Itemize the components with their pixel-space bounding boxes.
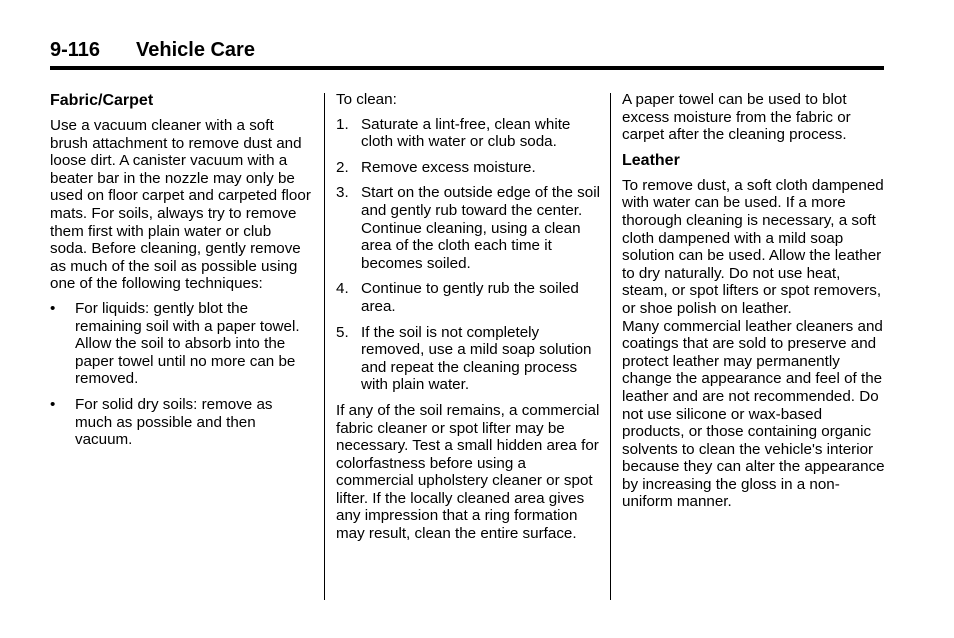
list-item <box>50 300 312 388</box>
leather-cleaners-paragraph: Many commercial leather cleaners and coatings that are sold to preserve and protect leather may permanently change the appearance and feel of the leather and are not recommended. Do not use silicone or wax-based products, or those containing organic solvents to clean the vehicle's interior because they can alter the appearance by increasing the gloss in a non-uniform manner. <box>622 317 885 511</box>
cleaning-steps-list <box>336 116 600 394</box>
soil-techniques-list <box>50 300 312 449</box>
list-item <box>50 396 312 449</box>
list-item-text: For liquids: gently blot the remaining soil with a paper towel. Allow the soil to absorb into the paper towel until no more can be removed. <box>75 299 300 388</box>
step-number: 1. <box>336 115 349 133</box>
leather-dust-paragraph: To remove dust, a soft cloth dampened with water can be used. If a more thorough cleaning is necessary, a soft cloth dampened with a mild soap solution can be used. Allow the leather to dry naturally. Do not use heat, steam, or spot lifters or spot removers, or shoe polish on leather. <box>622 176 884 317</box>
list-item <box>336 324 600 394</box>
column-1 <box>50 91 312 457</box>
list-item-text: For solid dry soils: remove as much as possible and then vacuum. <box>75 395 273 449</box>
bullet-marker: • <box>50 395 56 413</box>
list-item <box>336 116 600 151</box>
step-text: Remove excess moisture. <box>361 158 536 176</box>
to-clean-lead: To clean: <box>336 91 397 108</box>
step-number: 2. <box>336 158 349 176</box>
list-item <box>336 184 600 272</box>
step-number: 3. <box>336 184 349 202</box>
step-text: If the soil is not completely removed, use a mild soap solution and repeat the cleaning process with plain water. <box>361 323 592 394</box>
fabric-carpet-intro: Use a vacuum cleaner with a soft brush attachment to remove dust and loose dirt. A canister vacuum with a beater bar in the nozzle may only be used on floor carpet and carpeted floor mats. For soils, always try to remove them first with plain water or club soda. Before cleaning, gently remove as much of the soil as possible using one of the following techniques: <box>50 117 311 293</box>
spot-lifter-paragraph: If any of the soil remains, a commercial fabric cleaner or spot lifter may be necessary. Test a small hidden area for colorfastness before using a commercial upholstery cleaner or spot lifter. If the locally cleaned area gives any impression that a ring formation may result, clean the entire surface. <box>336 401 600 543</box>
leather-heading: Leather <box>622 151 680 169</box>
column-divider-1 <box>324 93 325 600</box>
step-text: Continue to gently rub the soiled area. <box>361 280 579 315</box>
step-number: 4. <box>336 280 349 298</box>
step-number: 5. <box>336 323 349 341</box>
fabric-carpet-heading: Fabric/Carpet <box>50 92 154 109</box>
column-divider-2 <box>610 93 611 600</box>
page-number: 9-116 <box>50 39 101 61</box>
column-2 <box>336 91 600 550</box>
step-text: Saturate a lint-free, clean white cloth with water or club soda. <box>361 115 571 151</box>
column-3 <box>622 91 886 518</box>
page-header <box>50 38 884 70</box>
bullet-marker: • <box>50 299 56 317</box>
paper-towel-paragraph: A paper towel can be used to blot excess moisture from the fabric or carpet after the cleaning process. <box>622 91 851 144</box>
section-title: Vehicle Care <box>136 39 255 61</box>
list-item <box>336 280 600 315</box>
step-text: Start on the outside edge of the soil and gently rub toward the center. Continue cleaning, using a clean area of the cloth each time it becomes soiled. <box>361 184 600 272</box>
list-item <box>336 159 600 177</box>
